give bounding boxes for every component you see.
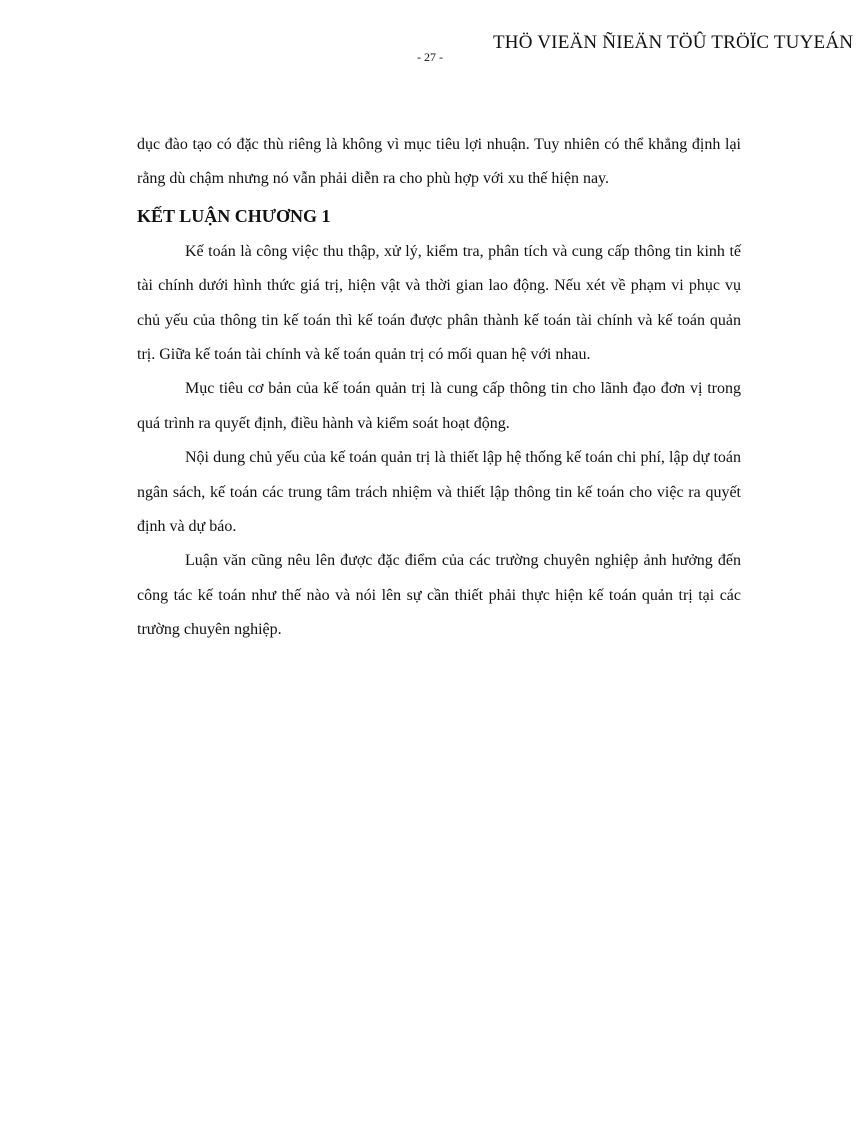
continuation-paragraph: dục đào tạo có đặc thù riêng là không vì mục tiêu lợi nhuận. Tuy nhiên có thể khẳng định lại rằng dù chậm nhưng nó vẫn phải diễn ra cho phù hợp với xu thế hiện nay. bbox=[137, 136, 741, 188]
body-paragraph-2: Mục tiêu cơ bản của kế toán quản trị là cung cấp thông tin cho lãnh đạo đơn vị trong quá trình ra quyết định, điều hành và kiểm soát hoạt động. bbox=[137, 380, 741, 432]
page-number: - 27 - bbox=[417, 50, 443, 64]
header-title: THÖ VIEÄN ÑIEÄN TÖÛ TRÖÏC TUYEÁN bbox=[493, 32, 854, 53]
body-paragraph-4: Luận văn cũng nêu lên được đặc điểm của các trường chuyên nghiệp ảnh hưởng đến công tác kế toán như thế nào và nói lên sự cần thiết phải thực hiện kế toán quản trị tại các trường chuyên nghiệp. bbox=[137, 552, 741, 639]
section-heading: KẾT LUẬN CHƯƠNG 1 bbox=[137, 205, 331, 226]
body-paragraph-1: Kế toán là công việc thu thập, xử lý, kiểm tra, phân tích và cung cấp thông tin kinh tế tài chính dưới hình thức giá trị, hiện vật và thời gian lao động. Nếu xét về phạm vi phục vụ chủ yếu của thông tin kế toán thì kế toán được phân thành kế toán tài chính và kế toán quản trị. Giữa kế toán tài chính và kế toán quản trị có mối quan hệ với nhau. bbox=[137, 242, 741, 364]
page-content bbox=[137, 128, 741, 648]
body-paragraph-3: Nội dung chủ yếu của kế toán quản trị là thiết lập hệ thống kế toán chi phí, lập dự toán ngân sách, kế toán các trung tâm trách nhiệm và thiết lập thông tin kế toán cho việc ra quyết định và dự báo. bbox=[137, 449, 741, 536]
